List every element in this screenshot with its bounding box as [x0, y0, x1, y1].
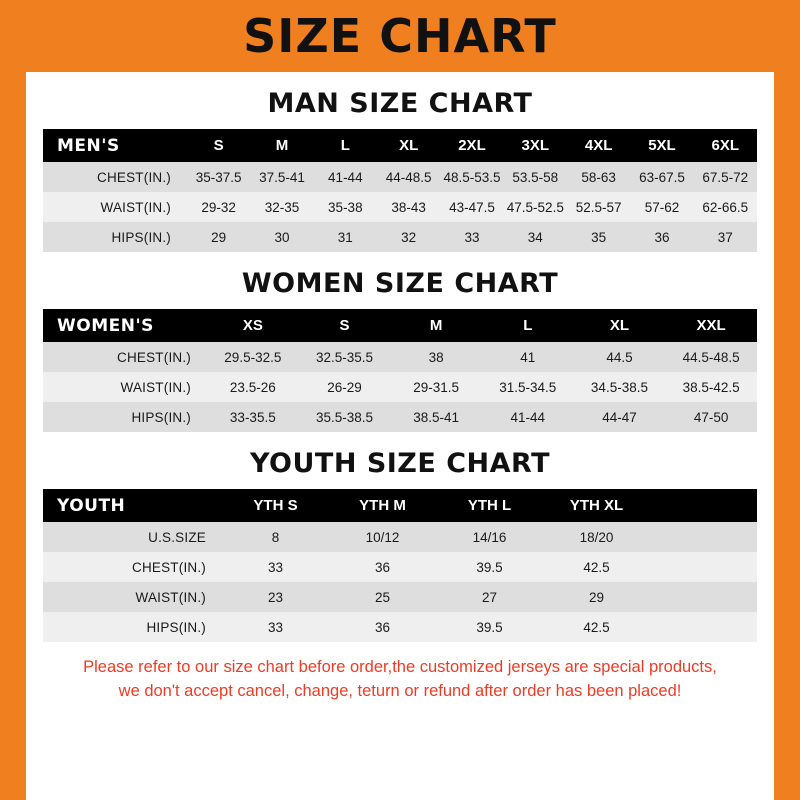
women-chest-xs: 29.5-32.5	[207, 342, 299, 372]
left-orange-border	[0, 0, 26, 800]
men-waist-4xl: 52.5-57	[567, 192, 630, 222]
men-waist-l: 35-38	[314, 192, 377, 222]
men-row-label-header: MEN'S	[43, 129, 187, 162]
youth-hips-xl: 42.5	[543, 612, 650, 642]
women-waist-m: 29-31.5	[390, 372, 482, 402]
women-table-header	[43, 309, 757, 342]
men-chest-4xl: 58-63	[567, 162, 630, 192]
men-hips-m: 30	[250, 222, 313, 252]
women-hips-m: 38.5-41	[390, 402, 482, 432]
men-chest-2xl: 48.5-53.5	[440, 162, 503, 192]
women-row-chest-label: CHEST(IN.)	[43, 342, 207, 372]
table-row	[43, 342, 757, 372]
footnote-line-1: Please refer to our size chart before order,the customized jerseys are special products,	[83, 658, 717, 676]
youth-waist-s: 23	[222, 582, 329, 612]
men-table-body	[43, 162, 757, 252]
women-hips-xxl: 47-50	[665, 402, 757, 432]
men-col-4xl: 4XL	[567, 129, 630, 162]
women-col-xs: XS	[207, 309, 299, 342]
men-hips-l: 31	[314, 222, 377, 252]
men-waist-m: 32-35	[250, 192, 313, 222]
youth-col-xl: YTH XL	[543, 489, 650, 522]
men-size-table	[43, 129, 757, 252]
youth-chest-s: 33	[222, 552, 329, 582]
table-header-row	[43, 309, 757, 342]
table-header-row	[43, 489, 757, 522]
men-waist-3xl: 47.5-52.5	[504, 192, 567, 222]
women-chest-l: 41	[482, 342, 574, 372]
youth-row-label-header: YOUTH	[43, 489, 222, 522]
women-chest-m: 38	[390, 342, 482, 372]
women-chest-xl: 44.5	[574, 342, 666, 372]
men-col-m: M	[250, 129, 313, 162]
table-row	[43, 522, 757, 552]
men-col-xl: XL	[377, 129, 440, 162]
youth-ussize-s: 8	[222, 522, 329, 552]
chart-content	[26, 88, 774, 704]
women-row-label-header: WOMEN'S	[43, 309, 207, 342]
youth-ussize-xl: 18/20	[543, 522, 650, 552]
table-row	[43, 552, 757, 582]
table-row	[43, 402, 757, 432]
men-col-6xl: 6XL	[694, 129, 757, 162]
men-col-l: L	[314, 129, 377, 162]
men-col-2xl: 2XL	[440, 129, 503, 162]
men-chest-5xl: 63-67.5	[630, 162, 693, 192]
table-row	[43, 582, 757, 612]
women-waist-xl: 34.5-38.5	[574, 372, 666, 402]
youth-size-table	[43, 489, 757, 642]
men-row-chest-label: CHEST(IN.)	[43, 162, 187, 192]
men-chest-l: 41-44	[314, 162, 377, 192]
women-waist-s: 26-29	[299, 372, 391, 402]
men-hips-5xl: 36	[630, 222, 693, 252]
table-row	[43, 162, 757, 192]
men-hips-2xl: 33	[440, 222, 503, 252]
youth-waist-xl: 29	[543, 582, 650, 612]
women-table-body	[43, 342, 757, 432]
right-orange-border	[774, 0, 800, 800]
men-waist-2xl: 43-47.5	[440, 192, 503, 222]
women-col-s: S	[299, 309, 391, 342]
men-chest-m: 37.5-41	[250, 162, 313, 192]
header-banner	[0, 0, 800, 72]
men-hips-xl: 32	[377, 222, 440, 252]
youth-row-chest-label: CHEST(IN.)	[43, 552, 222, 582]
youth-waist-spacer	[650, 582, 757, 612]
section-title-youth: YOUTH SIZE CHART	[249, 448, 551, 479]
section-title-men: MAN SIZE CHART	[267, 88, 533, 119]
men-hips-s: 29	[187, 222, 250, 252]
youth-chest-m: 36	[329, 552, 436, 582]
men-row-waist-label: WAIST(IN.)	[43, 192, 187, 222]
youth-col-spacer	[650, 489, 757, 522]
youth-hips-m: 36	[329, 612, 436, 642]
page-title: SIZE CHART	[243, 9, 557, 63]
table-row	[43, 222, 757, 252]
men-col-s: S	[187, 129, 250, 162]
women-col-m: M	[390, 309, 482, 342]
men-chest-s: 35-37.5	[187, 162, 250, 192]
footnote-line-2: we don't accept cancel, change, teturn or refund after order has been placed!	[118, 681, 682, 700]
table-row	[43, 192, 757, 222]
men-waist-6xl: 62-66.5	[694, 192, 757, 222]
youth-hips-s: 33	[222, 612, 329, 642]
youth-hips-spacer	[650, 612, 757, 642]
women-hips-s: 35.5-38.5	[299, 402, 391, 432]
men-hips-3xl: 34	[504, 222, 567, 252]
women-col-xl: XL	[574, 309, 666, 342]
women-waist-l: 31.5-34.5	[482, 372, 574, 402]
men-col-5xl: 5XL	[630, 129, 693, 162]
women-hips-xl: 44-47	[574, 402, 666, 432]
women-row-hips-label: HIPS(IN.)	[43, 402, 207, 432]
youth-waist-m: 25	[329, 582, 436, 612]
youth-ussize-spacer	[650, 522, 757, 552]
men-table-header	[43, 129, 757, 162]
youth-row-ussize-label: U.S.SIZE	[43, 522, 222, 552]
youth-ussize-m: 10/12	[329, 522, 436, 552]
women-size-table	[43, 309, 757, 432]
men-chest-3xl: 53.5-58	[504, 162, 567, 192]
women-waist-xxl: 38.5-42.5	[665, 372, 757, 402]
men-waist-5xl: 57-62	[630, 192, 693, 222]
women-waist-xs: 23.5-26	[207, 372, 299, 402]
men-waist-s: 29-32	[187, 192, 250, 222]
section-title-women: WOMEN SIZE CHART	[241, 268, 559, 299]
women-chest-xxl: 44.5-48.5	[665, 342, 757, 372]
men-hips-4xl: 35	[567, 222, 630, 252]
youth-table-header	[43, 489, 757, 522]
women-col-xxl: XXL	[665, 309, 757, 342]
youth-hips-l: 39.5	[436, 612, 543, 642]
youth-ussize-l: 14/16	[436, 522, 543, 552]
youth-row-waist-label: WAIST(IN.)	[43, 582, 222, 612]
youth-table-body	[43, 522, 757, 642]
youth-waist-l: 27	[436, 582, 543, 612]
men-col-3xl: 3XL	[504, 129, 567, 162]
women-chest-s: 32.5-35.5	[299, 342, 391, 372]
table-row	[43, 612, 757, 642]
youth-chest-spacer	[650, 552, 757, 582]
youth-col-l: YTH L	[436, 489, 543, 522]
table-header-row	[43, 129, 757, 162]
footnote	[35, 656, 765, 704]
men-chest-xl: 44-48.5	[377, 162, 440, 192]
youth-chest-l: 39.5	[436, 552, 543, 582]
youth-row-hips-label: HIPS(IN.)	[43, 612, 222, 642]
women-row-waist-label: WAIST(IN.)	[43, 372, 207, 402]
youth-col-m: YTH M	[329, 489, 436, 522]
women-hips-l: 41-44	[482, 402, 574, 432]
youth-col-s: YTH S	[222, 489, 329, 522]
youth-chest-xl: 42.5	[543, 552, 650, 582]
men-row-hips-label: HIPS(IN.)	[43, 222, 187, 252]
table-row	[43, 372, 757, 402]
women-hips-xs: 33-35.5	[207, 402, 299, 432]
men-hips-6xl: 37	[694, 222, 757, 252]
women-col-l: L	[482, 309, 574, 342]
men-waist-xl: 38-43	[377, 192, 440, 222]
men-chest-6xl: 67.5-72	[694, 162, 757, 192]
